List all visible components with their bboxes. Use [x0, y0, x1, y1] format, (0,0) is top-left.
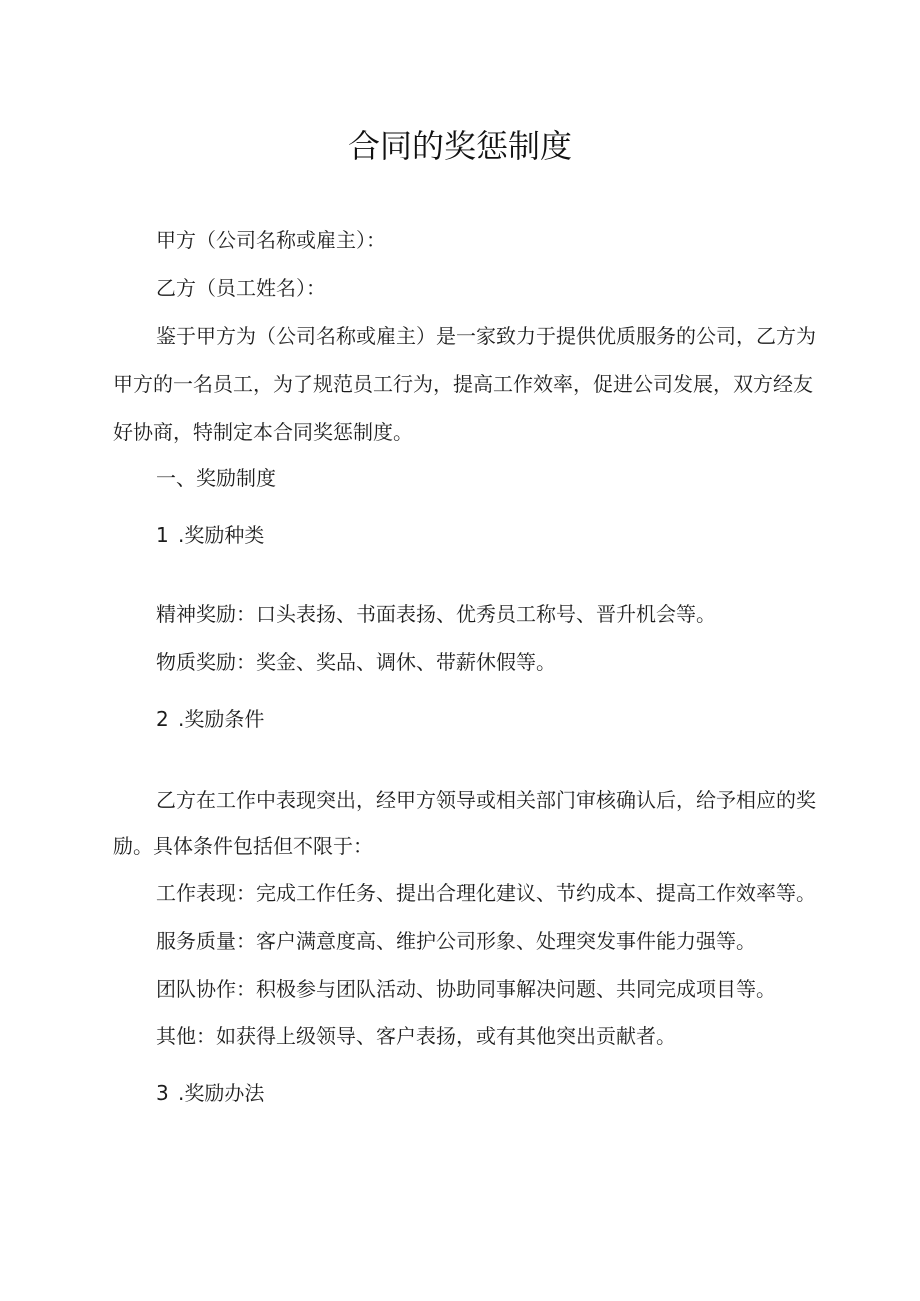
subsection-3-title: .奖励办法 [178, 1081, 265, 1105]
preamble-line-1: 鉴于甲方为（公司名称或雇主）是一家致力于提供优质服务的公司，乙方为 [156, 324, 816, 348]
subsection-2-title: .奖励条件 [178, 707, 265, 731]
section-1-heading: 一、奖励制度 [156, 466, 276, 490]
preamble-line-3: 好协商，特制定本合同奖惩制度。 [113, 420, 413, 444]
party-b-label: 乙方（员工姓名）： [156, 276, 326, 300]
reward-condition-intro-line-1: 乙方在工作中表现突出，经甲方领导或相关部门审核确认后，给予相应的奖 [156, 788, 816, 812]
document-title: 合同的奖惩制度 [347, 127, 572, 165]
reward-type-item: 物质奖励：奖金、奖品、调休、带薪休假等。 [156, 650, 556, 674]
subsection-1-heading [156, 521, 264, 549]
subsection-1-number: 1 [156, 523, 169, 547]
reward-condition-item: 其他：如获得上级领导、客户表扬，或有其他突出贡献者。 [156, 1024, 676, 1048]
party-a-label: 甲方（公司名称或雇主）： [156, 228, 386, 252]
reward-condition-intro-line-2: 励。具体条件包括但不限于： [113, 834, 373, 858]
reward-condition-item: 服务质量：客户满意度高、维护公司形象、处理突发事件能力强等。 [156, 929, 756, 953]
subsection-2-number: 2 [156, 707, 169, 731]
reward-condition-item: 工作表现：完成工作任务、提出合理化建议、节约成本、提高工作效率等。 [156, 881, 816, 905]
subsection-1-title: .奖励种类 [178, 523, 265, 547]
subsection-3-heading [156, 1079, 264, 1107]
reward-condition-item: 团队协作：积极参与团队活动、协助同事解决问题、共同完成项目等。 [156, 977, 776, 1001]
preamble-line-2: 甲方的一名员工，为了规范员工行为，提高工作效率，促进公司发展，双方经友 [113, 372, 813, 396]
reward-type-item: 精神奖励：口头表扬、书面表扬、优秀员工称号、晋升机会等。 [156, 602, 716, 626]
subsection-3-number: 3 [156, 1081, 169, 1105]
subsection-2-heading [156, 705, 264, 733]
